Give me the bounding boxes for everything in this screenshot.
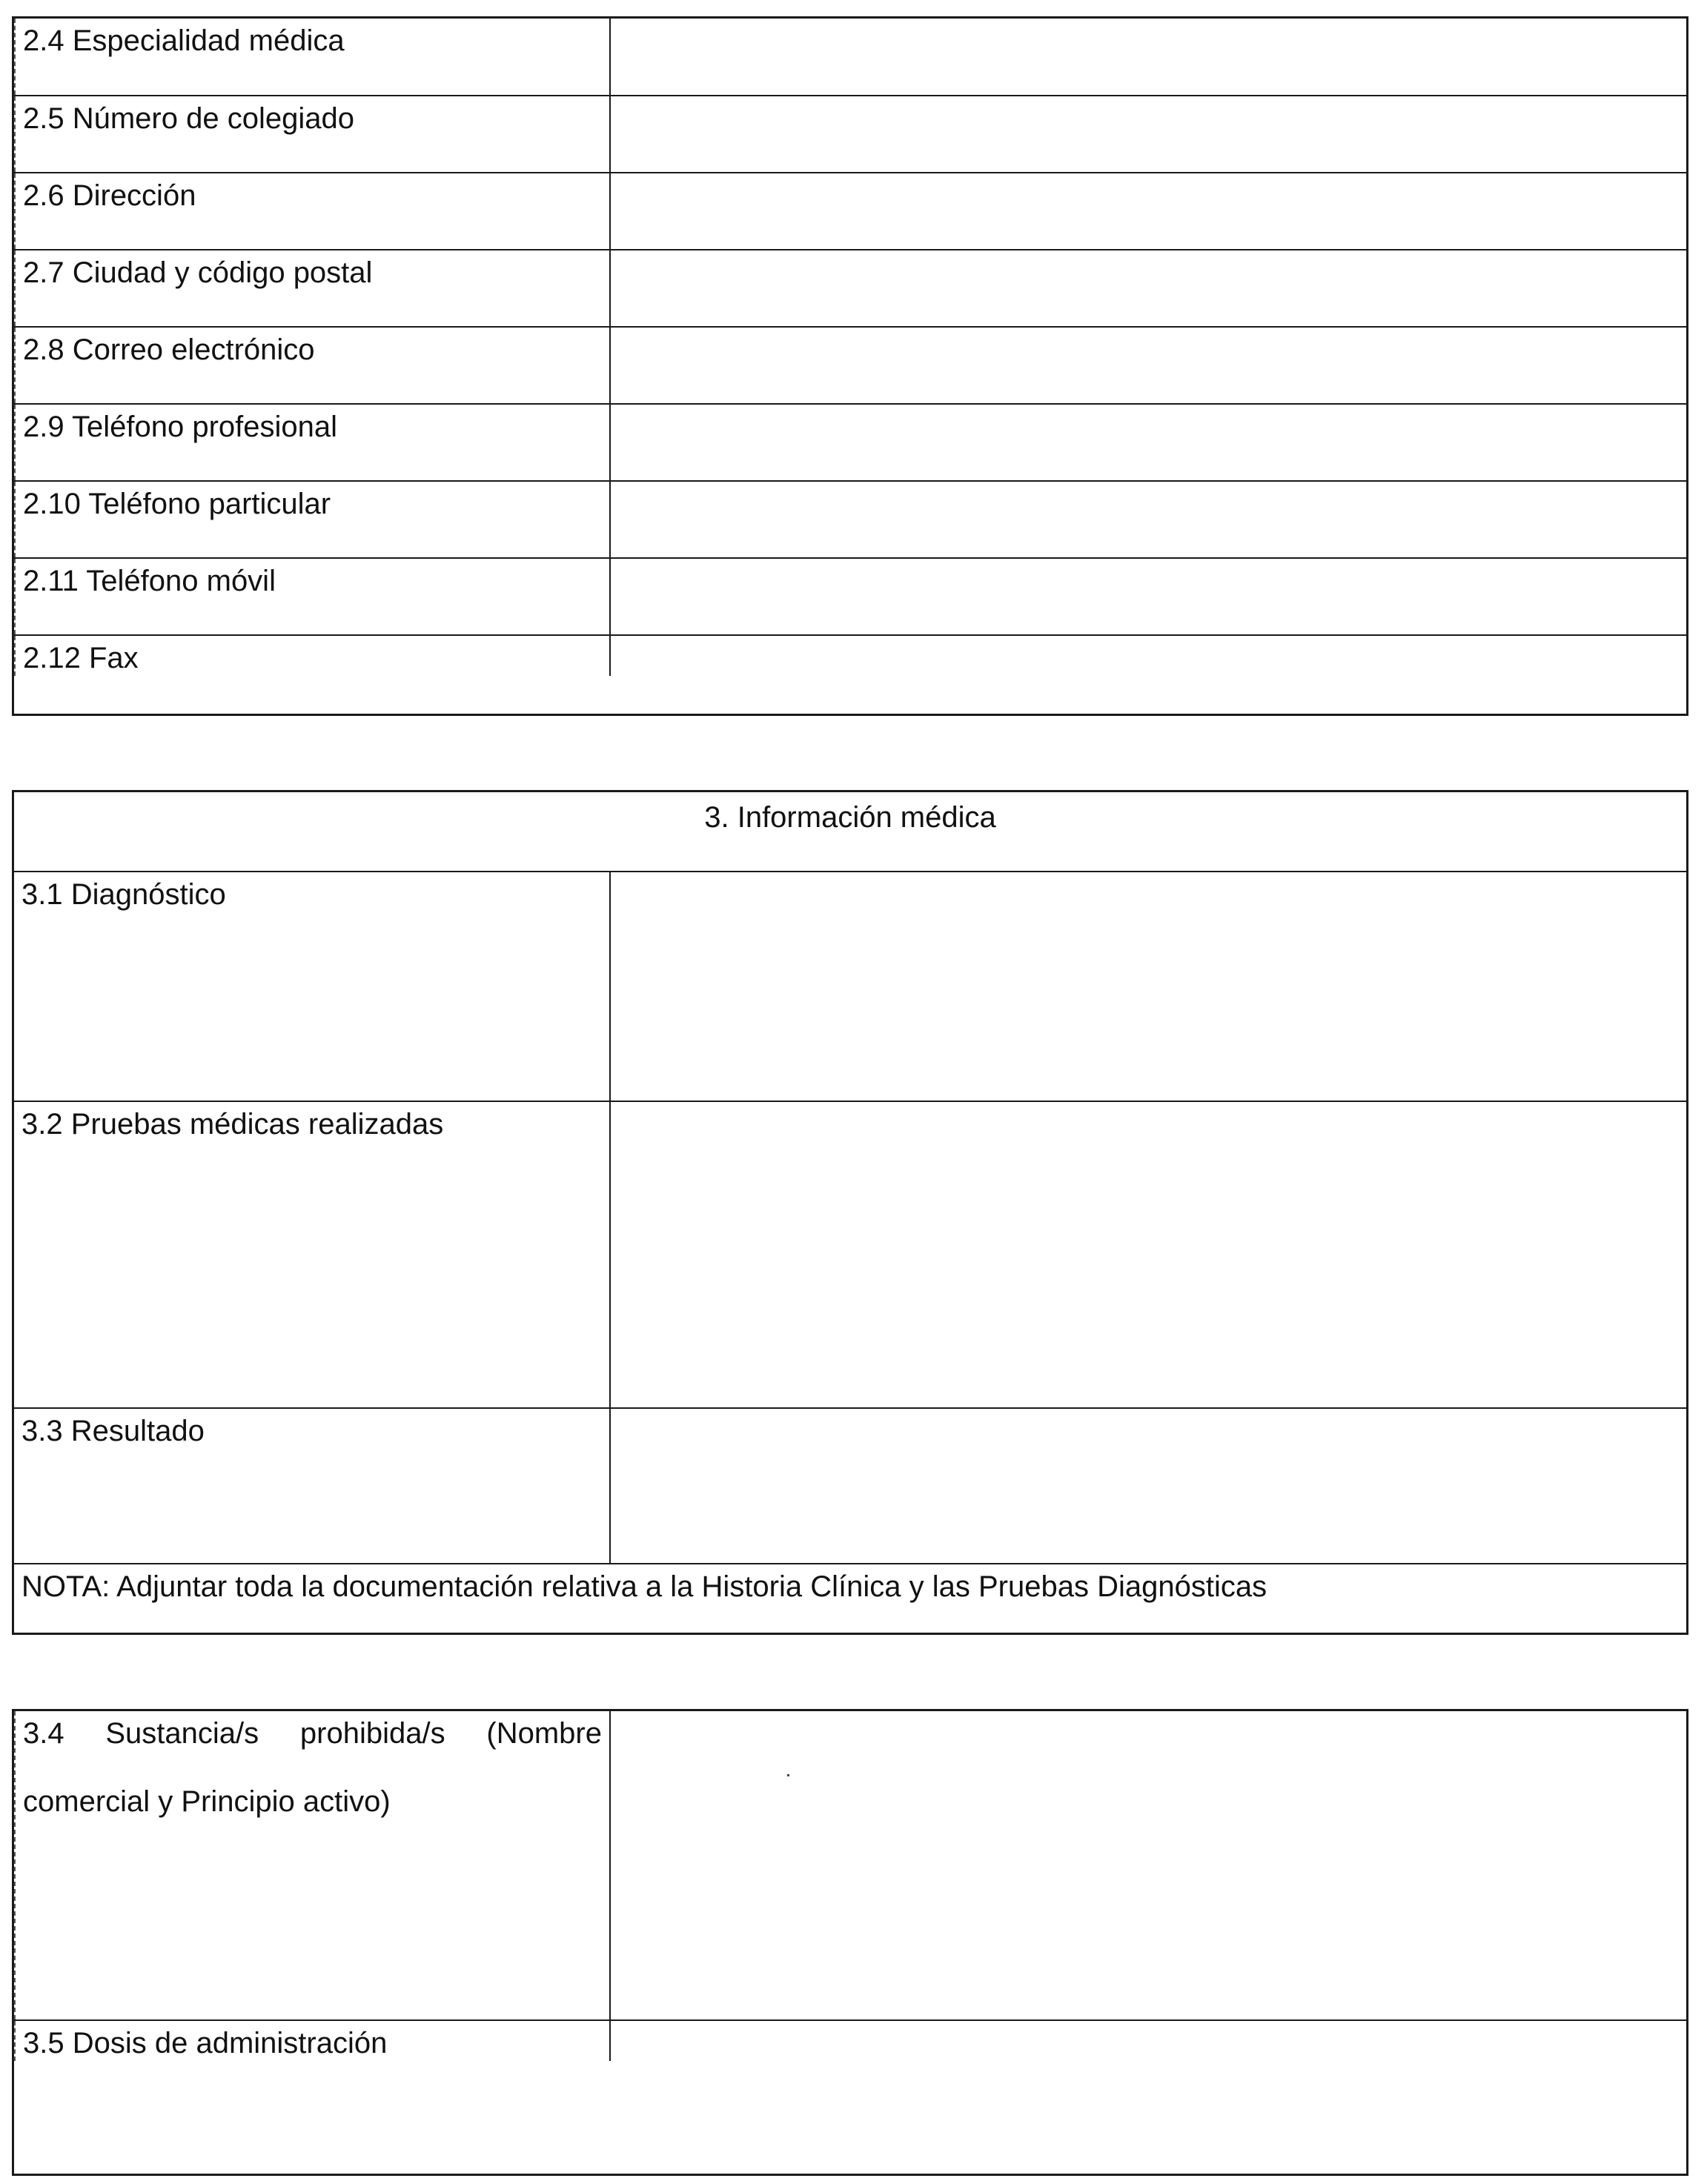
dosage-field[interactable] (611, 2021, 1686, 2061)
section-header-row (14, 792, 1686, 872)
table-row (14, 250, 1686, 328)
field-label-result: 3.3 Resultado (14, 1409, 611, 1563)
diagnosis-field[interactable] (611, 872, 1686, 1101)
result-field[interactable] (611, 1409, 1686, 1563)
table-row (14, 559, 1686, 636)
fax-field[interactable] (611, 636, 1686, 676)
table-row (14, 2021, 1686, 2061)
table-row (14, 636, 1686, 676)
field-label-email: 2.8 Correo electrónico (14, 328, 611, 403)
section-title: 3. Información médica (704, 801, 996, 834)
email-field[interactable] (611, 328, 1686, 403)
work-phone-field[interactable] (611, 405, 1686, 480)
city-postal-field[interactable] (611, 250, 1686, 326)
label-line (23, 1716, 602, 1751)
field-label-prohibited-substance (14, 1711, 611, 2019)
attachment-note: NOTA: Adjuntar toda la documentación relativa a la Historia Clínica y las Pruebas Diagnósticas (21, 1570, 1267, 1603)
label-word: prohibida/s (299, 1717, 445, 1750)
home-phone-field[interactable] (611, 482, 1686, 557)
table-row (14, 482, 1686, 559)
label-line: comercial y Principio activo) (23, 1785, 391, 1818)
field-label-mobile-phone: 2.11 Teléfono móvil (14, 559, 611, 634)
specialty-field[interactable] (611, 19, 1686, 95)
field-label-work-phone: 2.9 Teléfono profesional (14, 405, 611, 480)
table-row (14, 872, 1686, 1102)
table-row (14, 1102, 1686, 1409)
scan-speck (787, 1774, 789, 1776)
label-word: Sustancia/s (105, 1717, 259, 1750)
mobile-phone-field[interactable] (611, 559, 1686, 634)
table-row (14, 1409, 1686, 1564)
field-label-diagnosis: 3.1 Diagnóstico (14, 872, 611, 1101)
prohibited-substance-field[interactable] (611, 1711, 1686, 2019)
address-field[interactable] (611, 173, 1686, 249)
medical-tests-field[interactable] (611, 1102, 1686, 1407)
field-label-specialty: 2.4 Especialidad médica (14, 19, 611, 95)
field-label-address: 2.6 Dirección (14, 173, 611, 249)
medical-info-table (12, 790, 1688, 1635)
note-row (14, 1564, 1686, 1604)
table-row (14, 19, 1686, 96)
label-word: 3.4 (23, 1717, 64, 1750)
field-label-license-number: 2.5 Número de colegiado (14, 96, 611, 172)
doctor-contact-table (12, 16, 1688, 716)
label-word: (Nombre (486, 1717, 602, 1750)
field-label-medical-tests: 3.2 Pruebas médicas realizadas (14, 1102, 611, 1407)
field-label-fax: 2.12 Fax (14, 636, 611, 676)
license-number-field[interactable] (611, 96, 1686, 172)
table-row (14, 328, 1686, 405)
field-label-city-postal: 2.7 Ciudad y código postal (14, 250, 611, 326)
substance-table (12, 1709, 1688, 2176)
field-label-home-phone: 2.10 Teléfono particular (14, 482, 611, 557)
table-row (14, 96, 1686, 173)
table-row (14, 1711, 1686, 2021)
field-label-dosage: 3.5 Dosis de administración (14, 2021, 611, 2061)
table-row (14, 405, 1686, 482)
table-row (14, 173, 1686, 250)
